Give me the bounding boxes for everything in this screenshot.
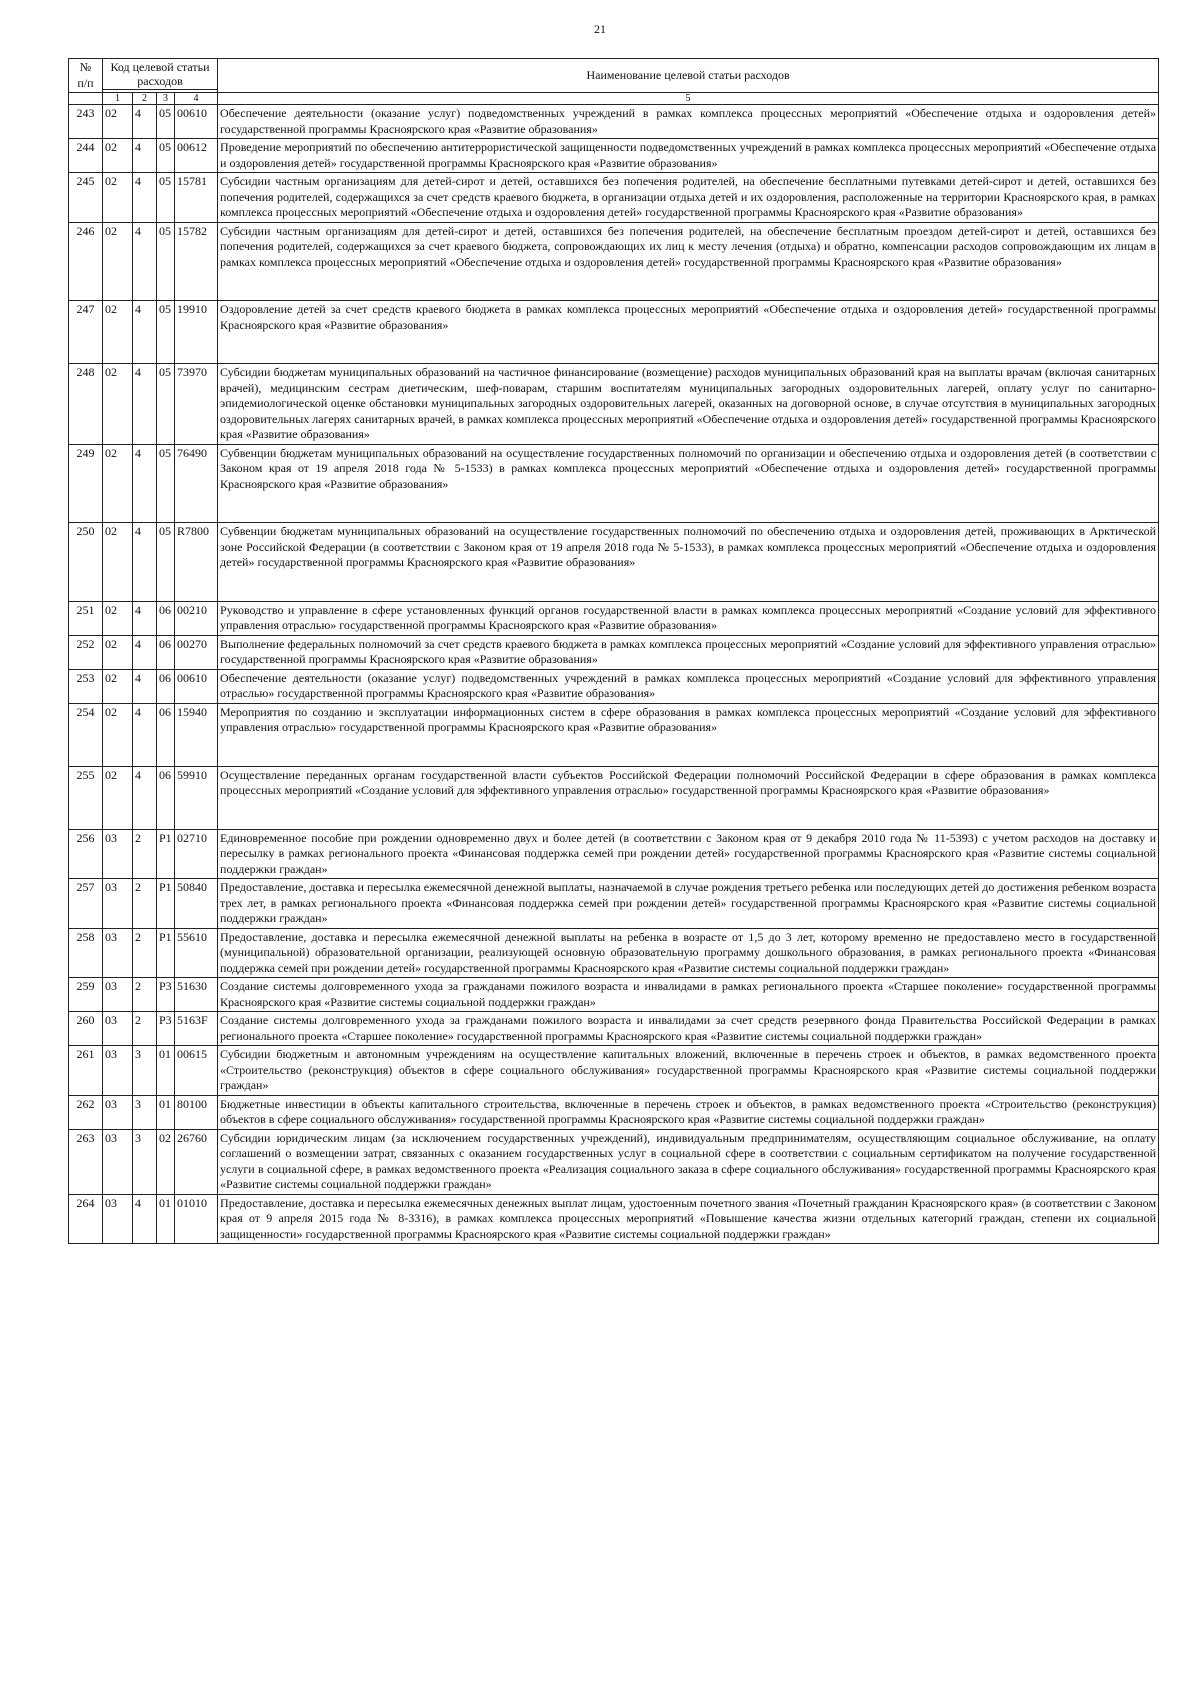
expense-name: Единовременное пособие при рождении одновременно двух и более детей (в соответствии с Законом края от 9 декабря 2010 года № 11-5393) с учетом расходов на доставку и пересылку в рамках регионального проекта «Финансовая поддержка семей при рождении детей» государственной программы Красноярского края «Развитие системы социальной поддержки граждан» [218,829,1159,879]
code-c3: 06 [157,669,175,703]
table-row [69,879,1159,929]
table-row [69,1012,1159,1046]
code-c3: 06 [157,635,175,669]
code-c4: 5163F [175,1012,218,1046]
code-c4: 15940 [175,703,218,766]
code-c2: 4 [133,139,157,173]
code-c3: 05 [157,105,175,139]
column-number: 3 [157,93,175,105]
row-number: 261 [69,1046,103,1096]
table-row [69,829,1159,879]
code-c1: 03 [103,1129,133,1194]
table-row [69,105,1159,139]
row-number: 257 [69,879,103,929]
code-c1: 03 [103,1194,133,1244]
code-c2: 4 [133,364,157,445]
code-c1: 02 [103,139,133,173]
code-c4: 01010 [175,1194,218,1244]
code-c3: P3 [157,978,175,1012]
table-row [69,928,1159,978]
table-row [69,364,1159,445]
expense-name: Выполнение федеральных полномочий за счет средств краевого бюджета в рамках комплекса процессных мероприятий «Создание условий для эффективного управления отраслью» государственной программы Красноярского края «Развитие образования» [218,635,1159,669]
table-row [69,978,1159,1012]
code-c1: 02 [103,601,133,635]
code-c3: 06 [157,703,175,766]
expense-name: Субсидии частным организациям для детей-сирот и детей, оставшихся без попечения родителей, на обеспечение бесплатными путевками детей-сирот и детей, оставшихся без попечения родителей, содержащихся за счет средств краевого бюджета, в организации отдыха детей и их оздоровления, расположенные на территории Красноярского края, в рамках комплекса процессных мероприятий «Обеспечение отдыха и оздоровления детей» государственной программы Красноярского края «Развитие образования» [218,173,1159,223]
header-code: Код целевой статьи расходов [103,59,218,90]
code-c1: 02 [103,635,133,669]
expense-name: Оздоровление детей за счет средств краевого бюджета в рамках комплекса процессных мероприятий «Обеспечение отдыха и оздоровления детей» государственной программы Красноярского края «Развитие образования» [218,301,1159,364]
code-c4: 51630 [175,978,218,1012]
table-row [69,173,1159,223]
row-number: 264 [69,1194,103,1244]
code-c4: 15781 [175,173,218,223]
expense-name: Субвенции бюджетам муниципальных образований на осуществление государственных полномочий по обеспечению отдыха и оздоровления детей, проживающих в Арктической зоне Российской Федерации (в соответствии с Законом края от 19 апреля 2018 года № 5-1533), в рамках комплекса процессных мероприятий «Обеспечение отдыха и оздоровления детей» государственной программы Красноярского края «Развитие образования» [218,523,1159,602]
code-c3: P1 [157,879,175,929]
row-number: 251 [69,601,103,635]
code-c4: 50840 [175,879,218,929]
expense-name: Осуществление переданных органам государственной власти субъектов Российской Федерации полномочий Российской Федерации в сфере образования в рамках комплекса процессных мероприятий «Создание условий для эффективного управления отраслью» государственной программы Красноярского края «Развитие образования» [218,766,1159,829]
code-c2: 4 [133,669,157,703]
table-row [69,1129,1159,1194]
table-row [69,444,1159,523]
header-name: Наименование целевой статьи расходов [218,59,1159,93]
table-row [69,1046,1159,1096]
code-c3: 01 [157,1194,175,1244]
code-c4: 15782 [175,222,218,301]
code-c4: 76490 [175,444,218,523]
column-number: 2 [133,93,157,105]
expense-name: Субсидии юридическим лицам (за исключением государственных учреждений), индивидуальным предпринимателям, осуществляющим социальное обслуживание, на оплату соглашений о возмещении затрат, связанных с оказанием государственных услуг в социальной сфере в соответствии с социальным сертификатом на получение государственной услуги в социальной сфере, в рамках ведомственного проекта «Реализация социального заказа в сфере социального обслуживания» государственной программы Красноярского края «Развитие системы социальной поддержки граждан» [218,1129,1159,1194]
code-c4: 02710 [175,829,218,879]
code-c1: 02 [103,364,133,445]
code-c3: 05 [157,222,175,301]
code-c3: 05 [157,364,175,445]
row-number: 246 [69,222,103,301]
code-c4: 00610 [175,105,218,139]
code-c4: 00270 [175,635,218,669]
code-c3: 01 [157,1095,175,1129]
expense-name: Мероприятия по созданию и эксплуатации информационных систем в сфере образования в рамках комплекса процессных мероприятий «Создание условий для эффективного управления отраслью» государственной программы Красноярского края «Развитие образования» [218,703,1159,766]
page-number: 21 [594,22,606,36]
code-c4: 80100 [175,1095,218,1129]
table-row [69,139,1159,173]
table-row [69,703,1159,766]
code-c2: 4 [133,523,157,602]
table-row [69,222,1159,301]
code-c2: 2 [133,1012,157,1046]
code-c2: 2 [133,928,157,978]
column-number-row [69,93,1159,105]
expense-name: Обеспечение деятельности (оказание услуг) подведомственных учреждений в рамках комплекса процессных мероприятий «Создание условий для эффективного управления отраслью» государственной программы Красноярского края «Развитие образования» [218,669,1159,703]
code-c3: 06 [157,601,175,635]
table-row [69,301,1159,364]
code-c1: 02 [103,173,133,223]
code-c4: 19910 [175,301,218,364]
code-c1: 03 [103,1095,133,1129]
code-c4: 26760 [175,1129,218,1194]
code-c2: 4 [133,766,157,829]
row-number: 249 [69,444,103,523]
expense-name: Проведение мероприятий по обеспечению антитеррористической защищенности подведомственных учреждений в рамках комплекса процессных мероприятий «Обеспечение отдыха и оздоровления детей» государственной программы Красноярского края «Развитие образования» [218,139,1159,173]
row-number: 252 [69,635,103,669]
expense-name: Субсидии частным организациям для детей-сирот и детей, оставшихся без попечения родителей, на обеспечение бесплатным проездом детей-сирот и детей, оставшихся без попечения родителей, содержащихся за счет краевого бюджета, сопровождающих их лиц к месту лечения (отдыха) и обратно, компенсации расходов сопровождающим их лицам в рамках комплекса процессных мероприятий «Обеспечение отдыха и оздоровления детей» государственной программы Красноярского края «Развитие образования» [218,222,1159,301]
expense-name: Создание системы долговременного ухода за гражданами пожилого возраста и инвалидами за счет средств резервного фонда Правительства Российской Федерации в рамках регионального проекта «Старшее поколение» государственной программы Красноярского края «Развитие системы социальной поддержки граждан» [218,1012,1159,1046]
row-number: 248 [69,364,103,445]
code-c1: 03 [103,928,133,978]
code-c4: R7800 [175,523,218,602]
row-number: 256 [69,829,103,879]
expense-name: Субвенции бюджетам муниципальных образований на осуществление государственных полномочий по организации и обеспечению отдыха и оздоровления детей (в соответствии с Законом края от 19 апреля 2018 года № 5-1533) в рамках комплекса процессных мероприятий «Обеспечение отдыха и оздоровления детей» государственной программы Красноярского края «Развитие образования» [218,444,1159,523]
expense-name: Предоставление, доставка и пересылка ежемесячных денежных выплат лицам, удостоенным почетного звания «Почетный гражданин Красноярского края» (в соответствии с Законом края от 9 апреля 2015 года № 8-3316), в рамках комплекса процессных мероприятий «Повышение качества жизни отдельных категорий граждан, степени их социальной защищенности» государственной программы Красноярского края «Развитие системы социальной поддержки граждан» [218,1194,1159,1244]
code-c1: 03 [103,1012,133,1046]
row-number: 250 [69,523,103,602]
row-number: 247 [69,301,103,364]
table-row [69,635,1159,669]
code-c2: 2 [133,829,157,879]
code-c2: 4 [133,601,157,635]
code-c1: 03 [103,1046,133,1096]
table-row [69,601,1159,635]
code-c4: 00612 [175,139,218,173]
header-number: № п/п [69,59,103,93]
expense-name: Предоставление, доставка и пересылка ежемесячной денежной выплаты на ребенка в возрасте от 1,5 до 3 лет, которому временно не предоставлено место в государственной (муниципальной) образовательной организации, реализующей основную образовательную программу дошкольного образования, в рамках регионального проекта «Финансовая поддержка семей при рождении детей» государственной программы Красноярского края «Развитие системы социальной поддержки граждан» [218,928,1159,978]
row-number: 244 [69,139,103,173]
table-row [69,523,1159,602]
code-c2: 4 [133,703,157,766]
column-number: 5 [218,93,1159,105]
target-expense-table [68,58,1159,1244]
row-number: 258 [69,928,103,978]
code-c2: 4 [133,222,157,301]
expense-name: Предоставление, доставка и пересылка ежемесячной денежной выплаты, назначаемой в случае рождения третьего ребенка или последующих детей до достижения ребенком возраста трех лет, в рамках регионального проекта «Финансовая поддержка семей при рождении детей» государственной программы Красноярского края «Развитие системы социальной поддержки граждан» [218,879,1159,929]
code-c2: 2 [133,879,157,929]
row-number: 245 [69,173,103,223]
code-c1: 03 [103,829,133,879]
table-row [69,1095,1159,1129]
code-c2: 4 [133,635,157,669]
code-c2: 4 [133,105,157,139]
code-c3: 06 [157,766,175,829]
row-number: 262 [69,1095,103,1129]
code-c3: P1 [157,829,175,879]
code-c4: 00615 [175,1046,218,1096]
code-c2: 4 [133,444,157,523]
table-row [69,669,1159,703]
column-number: 4 [175,93,218,105]
row-number: 254 [69,703,103,766]
code-c2: 2 [133,978,157,1012]
code-c2: 3 [133,1129,157,1194]
table-header-row [69,59,1159,90]
code-c1: 02 [103,444,133,523]
code-c4: 00610 [175,669,218,703]
code-c3: P1 [157,928,175,978]
code-c1: 03 [103,879,133,929]
code-c2: 4 [133,173,157,223]
code-c1: 03 [103,978,133,1012]
code-c3: 05 [157,444,175,523]
expense-name: Обеспечение деятельности (оказание услуг) подведомственных учреждений в рамках комплекса процессных мероприятий «Обеспечение отдыха и оздоровления детей» государственной программы Красноярского края «Развитие образования» [218,105,1159,139]
code-c4: 59910 [175,766,218,829]
code-c3: 01 [157,1046,175,1096]
code-c3: 05 [157,173,175,223]
code-c1: 02 [103,669,133,703]
row-number: 260 [69,1012,103,1046]
code-c4: 55610 [175,928,218,978]
code-c3: 05 [157,139,175,173]
code-c3: 05 [157,523,175,602]
column-number: 1 [103,93,133,105]
code-c1: 02 [103,523,133,602]
row-number: 243 [69,105,103,139]
code-c1: 02 [103,222,133,301]
code-c2: 3 [133,1095,157,1129]
expense-name: Субсидии бюджетам муниципальных образований на частичное финансирование (возмещение) расходов муниципальных образований края на выплаты врачам (включая санитарных врачей), медицинским сестрам диетическим, шеф-поварам, старшим воспитателям муниципальных загородных оздоровительных лагерей, оплату услуг по санитарно-эпидемиологической оценке обстановки муниципальных загородных оздоровительных лагерей, оказанных на договорной основе, в случае отсутствия в муниципальных загородных оздоровительных лагерях санитарных врачей, в рамках комплекса процессных мероприятий «Обеспечение отдыха и оздоровления детей» государственной программы Красноярского края «Развитие образования» [218,364,1159,445]
table-row [69,1194,1159,1244]
row-number: 263 [69,1129,103,1194]
code-c3: P3 [157,1012,175,1046]
expense-name: Бюджетные инвестиции в объекты капитального строительства, включенные в перечень строек и объектов, в рамках ведомственного проекта «Строительство (реконструкция) объектов в сфере социального обслуживания» государственной программы Красноярского края «Развитие системы социальной поддержки граждан» [218,1095,1159,1129]
expense-name: Создание системы долговременного ухода за гражданами пожилого возраста и инвалидами в рамках регионального проекта «Старшее поколение» государственной программы Красноярского края «Развитие системы социальной поддержки граждан» [218,978,1159,1012]
expense-name: Руководство и управление в сфере установленных функций органов государственной власти в рамках комплекса процессных мероприятий «Создание условий для эффективного управления отраслью» государственной программы Красноярского края «Развитие образования» [218,601,1159,635]
code-c1: 02 [103,301,133,364]
code-c2: 4 [133,301,157,364]
table-row [69,766,1159,829]
code-c2: 4 [133,1194,157,1244]
row-number: 253 [69,669,103,703]
code-c4: 73970 [175,364,218,445]
code-c2: 3 [133,1046,157,1096]
row-number: 255 [69,766,103,829]
code-c3: 02 [157,1129,175,1194]
code-c1: 02 [103,703,133,766]
expense-name: Субсидии бюджетным и автономным учреждениям на осуществление капитальных вложений, включенные в перечень строек и объектов, в рамках ведомственного проекта «Строительство (реконструкция) объектов в сфере социального обслуживания» государственной программы Красноярского края «Развитие системы социальной поддержки граждан» [218,1046,1159,1096]
code-c3: 05 [157,301,175,364]
code-c4: 00210 [175,601,218,635]
code-c1: 02 [103,766,133,829]
row-number: 259 [69,978,103,1012]
code-c1: 02 [103,105,133,139]
